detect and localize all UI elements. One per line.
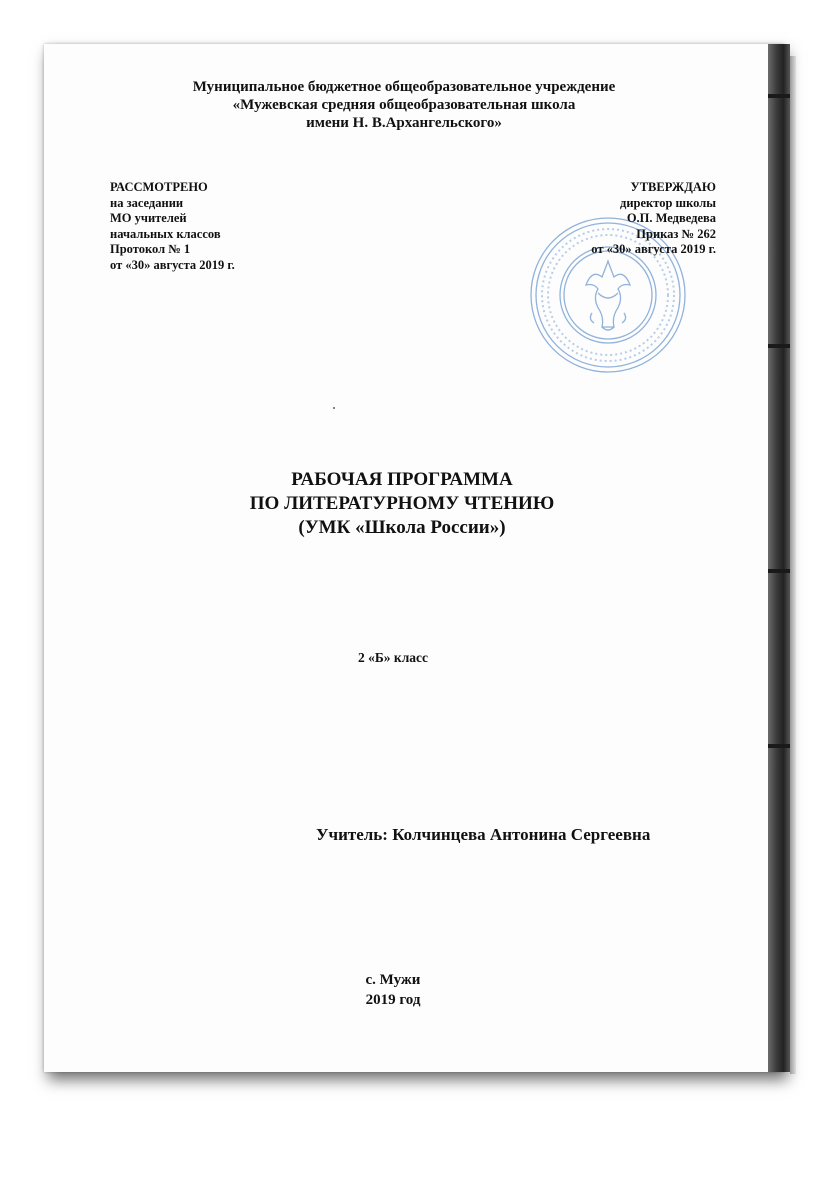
place-name: с. Мужи <box>365 972 421 988</box>
binder-edge <box>790 56 796 1074</box>
approved-line-3: Приказ № 262 <box>636 226 716 241</box>
considered-line-1: на заседании <box>110 195 184 210</box>
header-line-1: Муниципальное бюджетное общеобразовательное учреждение <box>192 79 616 95</box>
program-title-line-1: РАБОЧАЯ ПРОГРАММА <box>291 469 513 490</box>
binder-spine <box>768 44 790 1072</box>
program-title <box>0 468 816 540</box>
header-line-3: имени Н. В.Архангельского» <box>306 115 502 131</box>
binder-ridge <box>768 344 790 348</box>
binder-ridge <box>768 569 790 573</box>
approved-block <box>591 180 716 258</box>
binder-ridge <box>768 744 790 748</box>
considered-line-4: Протокол № 1 <box>110 242 191 256</box>
approved-line-4: от «30» августа 2019 г. <box>591 242 716 256</box>
teacher-name: Учитель: Колчинцева Антонина Сергеевна <box>316 825 651 844</box>
considered-line-3: начальных классов <box>110 226 221 241</box>
considered-block <box>110 180 235 273</box>
considered-title: РАССМОТРЕНО <box>110 180 208 194</box>
place-and-year <box>0 970 816 1010</box>
header-line-2: «Мужевская средняя общеобразовательная школа <box>232 97 576 113</box>
approved-line-2: О.П. Медведева <box>626 211 716 225</box>
approved-title: УТВЕРЖДАЮ <box>630 180 716 194</box>
school-header <box>0 78 816 132</box>
class-label: 2 «Б» класс <box>358 650 429 665</box>
year-label: 2019 год <box>365 992 421 1008</box>
considered-line-5: от «30» августа 2019 г. <box>110 257 235 272</box>
approved-line-1: директор школы <box>620 195 716 210</box>
paper-speck <box>333 407 335 409</box>
program-title-line-2: ПО ЛИТЕРАТУРНОМУ ЧТЕНИЮ <box>249 493 555 514</box>
program-title-line-3: (УМК «Школа России») <box>298 517 506 538</box>
considered-line-2: МО учителей <box>110 211 187 225</box>
